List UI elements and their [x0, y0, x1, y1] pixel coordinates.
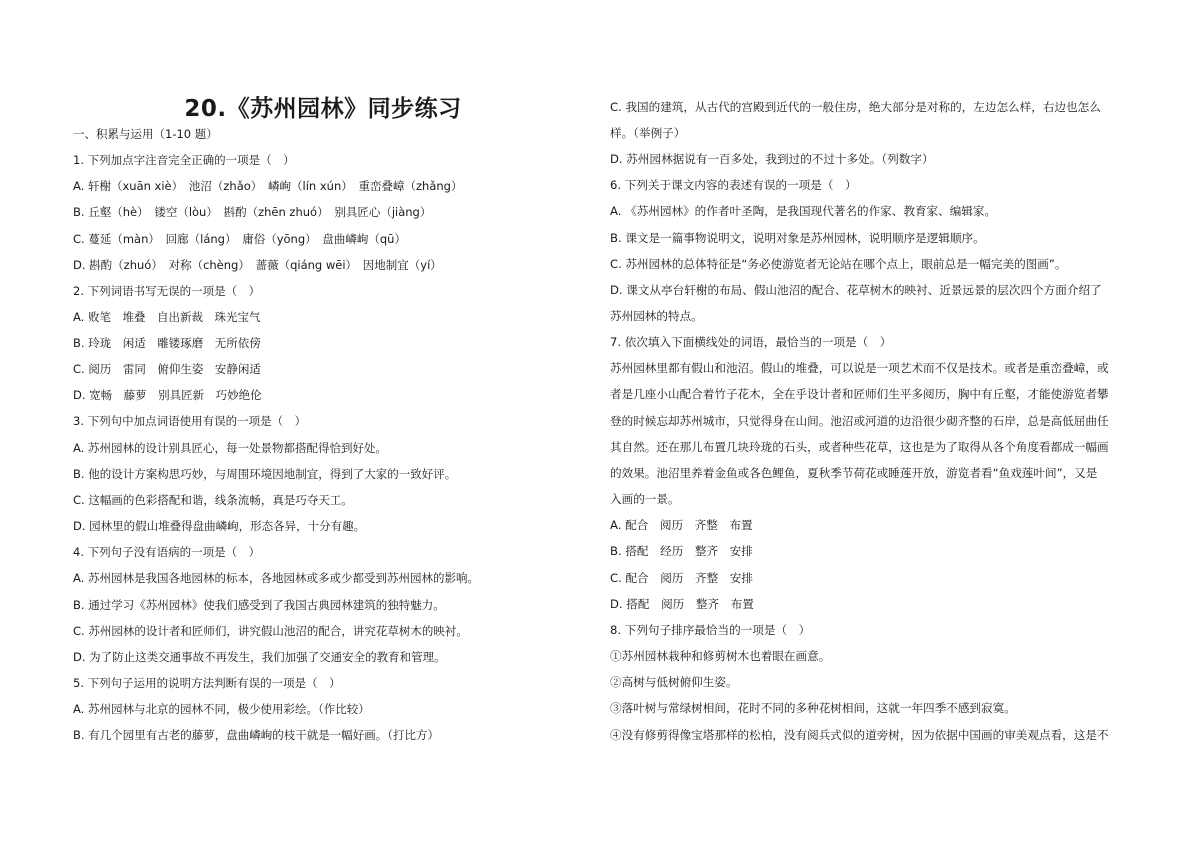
question-3-option-b: B. 他的设计方案构思巧妙，与周围环境因地制宜，得到了大家的一致好评。 — [73, 467, 457, 481]
question-3-option-d: D. 园林里的假山堆叠得盘曲嶙峋，形态各异，十分有趣。 — [73, 519, 366, 533]
question-5-option-c-cont: 样。（举例子） — [610, 126, 686, 140]
question-8-sentence-3: ③落叶树与常绿树相间，花时不同的多种花树相间，这就一年四季不感到寂寞。 — [610, 701, 1016, 715]
question-6-option-c: C. 苏州园林的总体特征是“务必使游览者无论站在哪个点上，眼前总是一幅完美的图画”。 — [610, 257, 1067, 271]
question-6-option-d-cont: 苏州园林的特点。 — [610, 309, 703, 323]
question-7-passage-line: 入画的一景。 — [610, 492, 680, 506]
question-2-option-d: D. 宽畅 藤萝 别具匠新 巧妙绝伦 — [73, 388, 262, 402]
question-8-stem: 8. 下列句子排序最恰当的一项是（ ） — [610, 623, 811, 637]
question-7-passage-line: 苏州园林里都有假山和池沼。假山的堆叠，可以说是一项艺术而不仅是技术。或者是重峦叠嶂，或 — [610, 361, 1109, 375]
question-7-passage-line: 登的时候忘却苏州城市，只觉得身在山间。池沼或河道的边沿很少砌齐整的石岸，总是高低屈曲任 — [610, 414, 1109, 428]
question-5-option-c: C. 我国的建筑，从古代的宫殿到近代的一般住房，绝大部分是对称的，左边怎么样，右边也怎么 — [610, 100, 1101, 114]
question-6-option-d: D. 课文从亭台轩榭的布局、假山池沼的配合、花草树木的映衬、近景远景的层次四个方面介绍了 — [610, 283, 1102, 297]
question-8-sentence-2: ②高树与低树俯仰生姿。 — [610, 675, 738, 689]
question-2-stem: 2. 下列词语书写无误的一项是（ ） — [73, 284, 261, 298]
question-6-option-b: B. 课文是一篇事物说明文，说明对象是苏州园林，说明顺序是逻辑顺序。 — [610, 231, 985, 245]
question-7-passage-line: 其自然。还在那儿布置几块玲珑的石头，或者种些花草，这也是为了取得从各个角度看都成一幅画 — [610, 440, 1109, 454]
question-2-option-c: C. 阅历 雷同 俯仰生姿 安静闲适 — [73, 362, 261, 376]
question-4-option-c: C. 苏州园林的设计者和匠师们，讲究假山池沼的配合，讲究花草树木的映衬。 — [73, 624, 468, 638]
question-1-stem: 1. 下列加点字注音完全正确的一项是（ ） — [73, 153, 295, 167]
question-5-option-a: A. 苏州园林与北京的园林不同，极少使用彩绘。（作比较） — [73, 702, 370, 716]
question-1-option-c: C. 蔓延（màn） 回廊（láng） 庸俗（yōng） 盘曲嶙峋（qū） — [73, 232, 406, 246]
question-7-stem: 7. 依次填入下面横线处的词语，最恰当的一项是（ ） — [610, 335, 892, 349]
section-heading: 一、积累与运用（1-10 题） — [73, 127, 218, 141]
question-6-option-a: A. 《苏州园林》的作者叶圣陶，是我国现代著名的作家、教育家、编辑家。 — [610, 204, 997, 218]
question-7-passage-line: 者是几座小山配合着竹子花木，全在乎设计者和匠师们生平多阅历，胸中有丘壑，才能使游览者攀 — [610, 387, 1109, 401]
page-title: 20.《苏州园林》同步练习 — [184, 96, 462, 122]
question-3-option-a: A. 苏州园林的设计别具匠心，每一处景物都搭配得恰到好处。 — [73, 441, 387, 455]
question-4-option-b: B. 通过学习《苏州园林》使我们感受到了我国古典园林建筑的独特魅力。 — [73, 598, 445, 612]
question-7-passage-line: 的效果。池沼里养着金鱼或各色鲤鱼，夏秋季节荷花或睡莲开放，游览者看“鱼戏莲叶间”，又是 — [610, 466, 1098, 480]
question-8-sentence-4: ④没有修剪得像宝塔那样的松柏，没有阅兵式似的道旁树，因为依据中国画的审美观点看，这是不 — [610, 728, 1109, 742]
question-8-sentence-1: ①苏州园林栽种和修剪树木也着眼在画意。 — [610, 649, 831, 663]
question-3-stem: 3. 下列句中加点词语使用有误的一项是（ ） — [73, 414, 307, 428]
question-7-option-c: C. 配合 阅历 齐整 安排 — [610, 571, 753, 585]
question-7-option-d: D. 搭配 阅历 整齐 布置 — [610, 597, 754, 611]
question-4-stem: 4. 下列句子没有语病的一项是（ ） — [73, 545, 261, 559]
question-5-option-d: D. 苏州园林据说有一百多处，我到过的不过十多处。（列数字） — [610, 152, 934, 166]
question-4-option-d: D. 为了防止这类交通事故不再发生，我们加强了交通安全的教育和管理。 — [73, 650, 446, 664]
question-2-option-a: A. 败笔 堆叠 自出新裁 珠光宝气 — [73, 310, 261, 324]
question-1-option-a: A. 轩榭（xuān xiè） 池沼（zhǎo） 嶙峋（lín xún） 重峦叠嶂（zhǎng） — [73, 179, 463, 193]
question-7-option-a: A. 配合 阅历 齐整 布置 — [610, 518, 753, 532]
question-1-option-b: B. 丘壑（hè） 镂空（lòu） 斟酌（zhēn zhuó） 别具匠心（jiàng） — [73, 205, 432, 219]
question-1-option-d: D. 斟酌（zhuó） 对称（chèng） 蔷薇（qiáng wēi） 因地制宜（yí） — [73, 258, 442, 272]
question-6-stem: 6. 下列关于课文内容的表述有误的一项是（ ） — [610, 178, 857, 192]
question-3-option-c: C. 这幅画的色彩搭配和谐，线条流畅，真是巧夺天工。 — [73, 493, 353, 507]
question-5-option-b: B. 有几个园里有古老的藤萝，盘曲嶙峋的枝干就是一幅好画。（打比方） — [73, 728, 439, 742]
question-4-option-a: A. 苏州园林是我国各地园林的标本，各地园林或多或少都受到苏州园林的影响。 — [73, 571, 479, 585]
question-7-option-b: B. 搭配 经历 整齐 安排 — [610, 544, 753, 558]
question-5-stem: 5. 下列句子运用的说明方法判断有误的一项是（ ） — [73, 676, 341, 690]
question-2-option-b: B. 玲珑 闲适 雕镂琢磨 无所依傍 — [73, 336, 261, 350]
